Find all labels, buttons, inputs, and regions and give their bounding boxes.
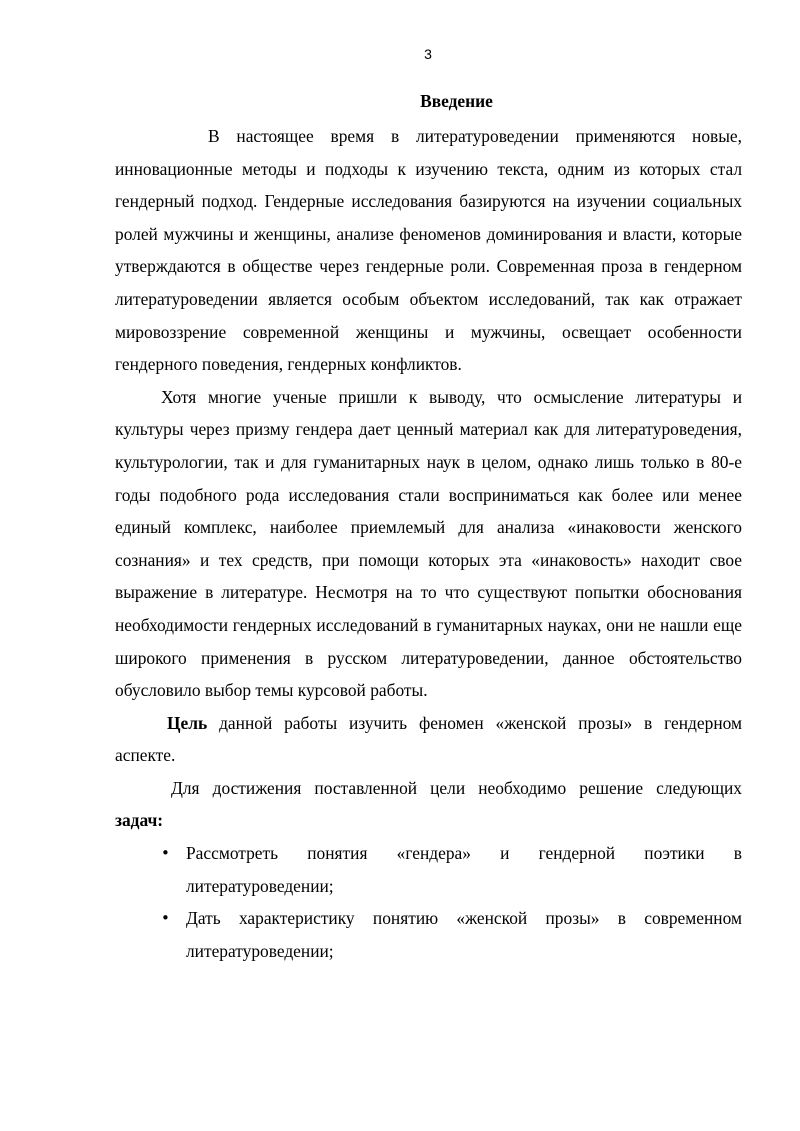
list-item (115, 837, 742, 902)
bullet-icon: • (161, 844, 170, 863)
goal-label: Цель (167, 712, 208, 733)
goal-text: данной работы изучить феномен «женской прозы» в гендерном аспекте. (115, 712, 742, 766)
tasks-label: задач: (115, 810, 164, 831)
section-heading: Введение (420, 91, 493, 111)
bullet-icon: • (161, 909, 170, 928)
task-text: Рассмотреть понятия «гендера» и гендерной поэтики в литературоведении; (186, 843, 742, 896)
paragraph-goal (115, 707, 742, 772)
paragraph-relevance: Хотя многие ученые пришли к выводу, что осмысление литературы и культуры через призму гендера дает ценный материал как для литературоведения, культурологии, так и для гуманитарных наук в целом, однако лишь только в 80-е годы подобного рода исследования стали восприниматься как более или менее единый комплекс, наиболее приемлемый для анализа «инаковости женского сознания» и тех средств, при помощи которых эта «инаковость» находит свое выражение в литературе. Несмотря на то что существуют попытки обоснования необходимости гендерных исследований в гуманитарных науках, они не нашли еще широкого применения в русском литературоведении, данное обстоятельство обусловило выбор темы курсовой работы. (115, 386, 742, 701)
paragraph-tasks-intro (115, 772, 742, 837)
paragraph-intro: В настоящее время в литературоведении применяются новые, инновационные методы и подходы к изучению текста, одним из которых стал гендерный подход. Гендерные исследования базируются на изучении социальных ролей мужчины и женщины, анализе феноменов доминирования и власти, которые утверждаются в обществе через гендерные роли. Современная проза в гендерном литературоведении является особым объектом исследований, так как отражает мировоззрение современной женщины и мужчины, освещает особенности гендерного поведения, гендерных конфликтов. (115, 126, 742, 375)
task-list (115, 837, 742, 967)
tasks-intro-text: Для достижения поставленной цели необходимо решение следующих (171, 777, 742, 798)
page-number: 3 (424, 46, 432, 62)
list-item (115, 902, 742, 967)
task-text: Дать характеристику понятию «женской прозы» в современном литературоведении; (186, 908, 742, 961)
page-content (115, 90, 742, 967)
